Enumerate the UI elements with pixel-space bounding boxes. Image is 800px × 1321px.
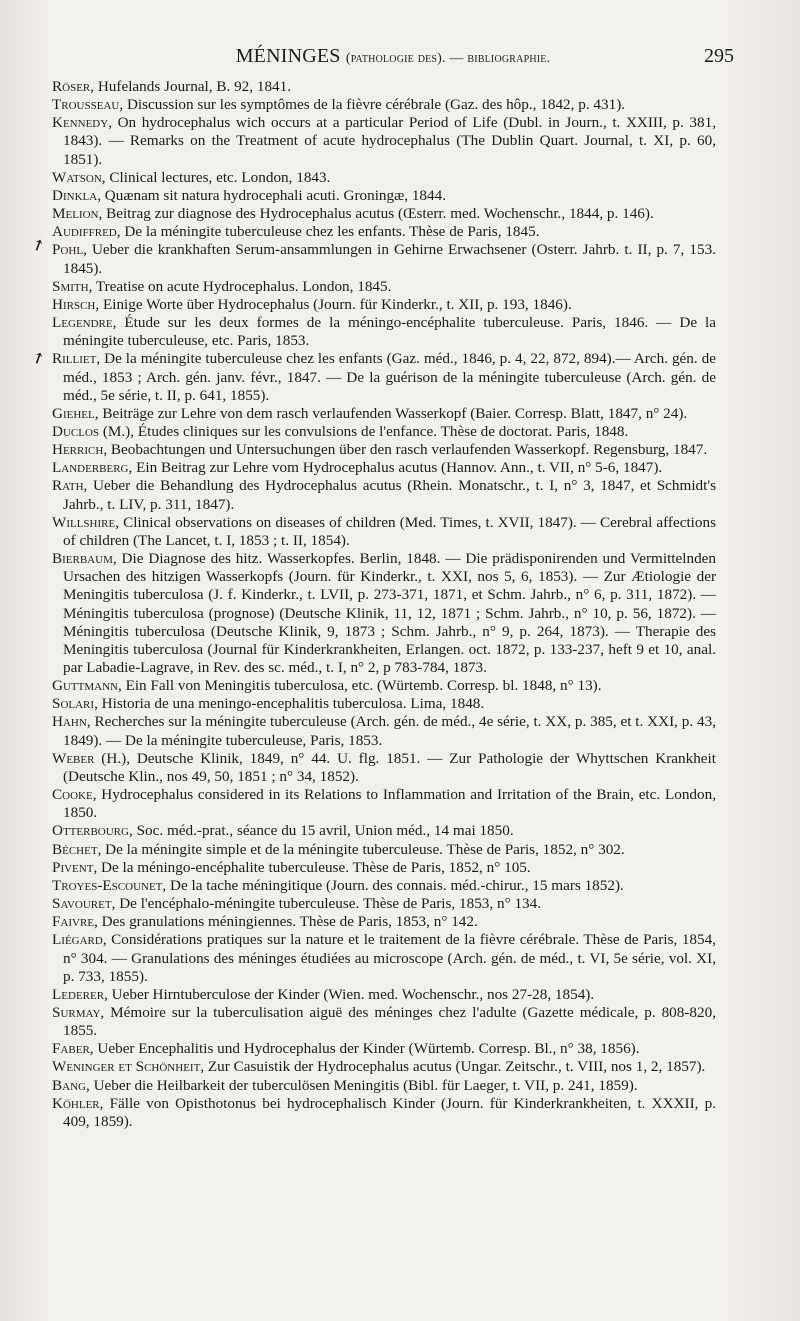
bibliography-entry bbox=[52, 841, 716, 859]
bibliography-entry bbox=[52, 695, 716, 713]
entry-text: , Discussion sur les symptômes de la fièvre cérébrale (Gaz. des hôp., 1842, p. 431). bbox=[119, 96, 626, 114]
page-number: 295 bbox=[704, 45, 734, 67]
entry-author: Röser bbox=[52, 78, 91, 95]
entry-text: , Hydrocephalus considered in its Relations to Inflammation and Irritation of the Brain, etc. London, 1850. bbox=[63, 786, 716, 822]
entry-author: Cooke bbox=[52, 786, 93, 804]
bibliography-list bbox=[52, 78, 716, 1131]
entry-author: Lederer bbox=[52, 985, 105, 1003]
entry-author: Melion bbox=[52, 205, 99, 223]
bibliography-entry bbox=[52, 895, 716, 913]
bibliography-entry bbox=[52, 514, 716, 550]
entry-author: Kennedy bbox=[52, 114, 109, 132]
entry-author: Savouret bbox=[52, 895, 112, 913]
bibliography-entry bbox=[52, 205, 716, 223]
bibliography-entry bbox=[52, 1077, 716, 1095]
bibliography-entry bbox=[52, 187, 716, 205]
entry-author: Rath bbox=[52, 477, 84, 495]
entry-author: Bang bbox=[52, 1076, 86, 1094]
bibliography-entry bbox=[52, 1040, 716, 1058]
entry-author: Trousseau bbox=[52, 96, 120, 114]
entry-text: , Étude sur les deux formes de la méningo-encéphalite tuberculeuse. Paris, 1846. — De la méningite tuberculeuse, etc. Paris, 1853. bbox=[63, 314, 716, 350]
entry-author: Hahn bbox=[52, 713, 87, 731]
entry-author: Köhler bbox=[52, 1094, 100, 1112]
entry-text: , De la méningite tuberculeuse chez les enfants (Gaz. méd., 1846, p. 4, 22, 872, 894).— Arch. gén. de méd., 1853 ; Arch. gén. janv. févr., 1847. — De la guérison de la méningite tuberculeuse (Arch. gén. de méd., 5e série, t. II, p. 641, 1855). bbox=[63, 350, 716, 404]
entry-text: , Beobachtungen und Untersuchungen über den rasch verlaufenden Wasserkopf. Regensburg, 1847. bbox=[103, 441, 708, 459]
entry-author: Guttmann bbox=[52, 677, 118, 695]
entry-author: Faivre bbox=[52, 913, 95, 931]
header-title-sub: (pathologie des). — bibliographie. bbox=[345, 51, 551, 66]
entry-author: Landerberg bbox=[52, 459, 129, 477]
bibliography-entry bbox=[52, 822, 716, 840]
entry-text: , Einige Worte über Hydrocephalus (Journ. für Kinderkr., t. XII, p. 193, 1846). bbox=[95, 295, 572, 313]
entry-text: (H.), Deutsche Klinik, 1849, n° 44. U. flg. 1851. — Zur Pathologie der Whyttschen Krankheit (Deutsche Klin., nos 49, 50, 1851 ; n° 34, 1852). bbox=[63, 749, 716, 785]
entry-author: Béchet bbox=[52, 840, 98, 858]
bibliography-entry bbox=[52, 223, 716, 241]
bibliography-entry bbox=[52, 423, 716, 441]
entry-text: , Treatise on acute Hydrocephalus. London, 1845. bbox=[88, 277, 392, 295]
entry-author: Surmay bbox=[52, 1003, 101, 1021]
entry-author: Bierbaum bbox=[52, 550, 113, 568]
bibliography-entry bbox=[52, 677, 716, 695]
bibliography-entry bbox=[52, 859, 716, 877]
entry-author: Pivent bbox=[52, 858, 94, 876]
entry-text: , Hufelands Journal, B. 92, 1841. bbox=[90, 78, 292, 95]
entry-text: , Mémoire sur la tuberculisation aiguë des méninges chez l'adulte (Gazette médicale, p. 808-820, 1855. bbox=[63, 1003, 716, 1040]
header-title-main: MÉNINGES bbox=[235, 45, 341, 67]
entry-text: , On hydrocephalus wich occurs at a particular Period of Life (Dubl. in Journ., t. XXIII, p. 381, 1843). — Remarks on the Treatment of acute hydrocephalus (The Dublin Quart. Journal, t. XI, p. 60, 1851). bbox=[63, 114, 716, 168]
entry-author: Weber bbox=[52, 749, 95, 767]
entry-text: , Zur Casuistik der Hydrocephalus acutus (Ungar. Zeitschr., t. VIII, nos 1, 2, 1857). bbox=[200, 1058, 706, 1076]
entry-author: Audiffred bbox=[52, 223, 117, 241]
bibliography-entry bbox=[52, 278, 716, 296]
bibliography-entry bbox=[52, 241, 716, 277]
entry-text: , De la méningite simple et de la méningite tuberculeuse. Thèse de Paris, 1852, n° 302. bbox=[97, 840, 625, 858]
entry-author: Willshire bbox=[52, 513, 116, 531]
bibliography-entry bbox=[52, 750, 716, 786]
entry-text: , Historia de una meningo-encephalitis tuberculosa. Lima, 1848. bbox=[94, 695, 485, 713]
entry-text: , De l'encéphalo-méningite tuberculeuse. Thèse de Paris, 1853, n° 134. bbox=[111, 895, 542, 913]
bibliography-entry bbox=[52, 1058, 716, 1076]
entry-author: Legendre bbox=[52, 314, 113, 332]
bibliography-entry bbox=[52, 1004, 716, 1040]
entry-text: , Ueber Encephalitis und Hydrocephalus der Kinder (Würtemb. Corresp. Bl., n° 38, 1856). bbox=[89, 1040, 640, 1058]
bibliography-entry bbox=[52, 786, 716, 822]
bibliography-entry bbox=[52, 441, 716, 459]
entry-text: , Ueber die krankhaften Serum-ansammlungen in Gehirne Erwachsener (Osterr. Jahrb. t. II, p. 7, 153. 1845). bbox=[63, 241, 716, 277]
entry-text: , Considérations pratiques sur la nature et le traitement de la fièvre cérébrale. Thèse de Paris, 1854, n° 304. — Granulations des méninges étudiées au microscope (Arch. gén. de méd., t. VI, 5e série, vol. XI, p. 733, 1855). bbox=[63, 931, 716, 985]
bibliography-entry bbox=[52, 314, 716, 350]
entry-text: (M.), Études cliniques sur les convulsions de l'enfance. Thèse de doctorat. Paris, 1848. bbox=[99, 422, 629, 440]
bibliography-entry bbox=[52, 405, 716, 423]
bibliography-entry bbox=[52, 931, 716, 985]
entry-text: , Ein Beitrag zur Lehre vom Hydrocephalus acutus (Hannov. Ann., t. VII, n° 5-6, 1847). bbox=[128, 459, 663, 477]
entry-text: , Beitrag zur diagnose des Hydrocephalus acutus (Œsterr. med. Wochenschr., 1844, p. 146). bbox=[98, 205, 654, 223]
entry-text: , Clinical observations on diseases of children (Med. Times, t. XVII, 1847). — Cerebral affections of children (The Lancet, t. I, 1853 ; t. II, 1854). bbox=[63, 513, 716, 549]
entry-text: , Ueber die Behandlung des Hydrocephalus acutus (Rhein. Monatschr., t. I, n° 3, 1847, et Schmidt's Jahrb., t. LIV, p. 311, 1847). bbox=[63, 477, 716, 513]
bibliography-entry bbox=[52, 913, 716, 931]
entry-author: Smith bbox=[52, 277, 89, 295]
entry-text: , Die Diagnose des hitz. Wasserkopfes. Berlin, 1848. — Die prädisponirenden und Vermittelnden Ursachen des hitzigen Wasserkopfs (Journ. für Kinderkr., t. XXI, nos 5, 6, 1853). — Zur Ætiologie der Meningitis tuberculosa (J. f. Kinderkr., t. LVII, p. 273-371, 1871, et Schm. Jahrb., n° 6, p. 311, 1872). — Méningitis tuberculosa (prognose) (Deutsche Klinik, 11, 12, 1871 ; Schm. Jahrb., n° 10, p. 56, 1872). — Méningitis tuberculosa (Deutsche Klinik, 9, 1873 ; Schm. Jahrb., n° 9, p. 264, 1873). — Therapie des Meningitis tuberculosa (Journal für Kinderkrankheiten, Erlangen. oct. 1872, p. 133-237, heft 9 et 10, anal. par Labadie-Lagrave, in Rev. des sc. méd., t. I, n° 2, p 783-784, 1873. bbox=[63, 550, 716, 676]
entry-author: Weninger et Schönheit bbox=[52, 1058, 201, 1076]
entry-author: Troyes-Escounet bbox=[52, 876, 163, 894]
bibliography-entry bbox=[52, 96, 716, 114]
margin-annotation-mark: ↗ bbox=[28, 234, 48, 256]
entry-text: , Des granulations méningiennes. Thèse de Paris, 1853, n° 142. bbox=[94, 913, 478, 931]
entry-author: Otterbourg bbox=[52, 822, 129, 840]
entry-author: Pohl bbox=[52, 241, 84, 259]
entry-author: Watson bbox=[52, 168, 102, 186]
entry-author: Giehel bbox=[52, 404, 95, 422]
entry-text: , De la méningo-encéphalite tuberculeuse. Thèse de Paris, 1852, n° 105. bbox=[93, 858, 531, 876]
bibliography-entry bbox=[52, 169, 716, 187]
entry-text: , Fälle von Opisthotonus bei hydrocephalisch Kinder (Journ. für Kinderkrankheiten, t. XXXII, p. 409, 1859). bbox=[63, 1094, 716, 1130]
entry-author: Liégard bbox=[52, 931, 103, 949]
bibliography-entry bbox=[52, 296, 716, 314]
bibliography-entry bbox=[52, 1095, 716, 1131]
entry-text: , Soc. méd.-prat., séance du 15 avril, Union méd., 14 mai 1850. bbox=[128, 822, 514, 840]
bibliography-entry bbox=[52, 459, 716, 477]
entry-author: Solari bbox=[52, 695, 95, 713]
entry-text: , Beiträge zur Lehre von dem rasch verlaufenden Wasserkopf (Baier. Corresp. Blatt, 1847, n° 24). bbox=[94, 404, 688, 422]
margin-annotation-mark: ↗ bbox=[28, 347, 48, 369]
bibliography-entry bbox=[52, 550, 716, 677]
entry-author: Rilliet bbox=[52, 350, 97, 368]
running-header bbox=[52, 45, 734, 75]
entry-text: , Clinical lectures, etc. London, 1843. bbox=[101, 168, 331, 186]
entry-author: Herrich bbox=[52, 441, 104, 459]
bibliography-entry bbox=[52, 477, 716, 513]
entry-author: Hirsch bbox=[52, 295, 96, 313]
entry-author: Dinkla bbox=[52, 186, 98, 204]
entry-text: , Quænam sit natura hydrocephali acuti. Groningæ, 1844. bbox=[97, 186, 447, 204]
entry-text: , Ein Fall von Meningitis tuberculosa, etc. (Würtemb. Corresp. bl. 1848, n° 13). bbox=[117, 677, 602, 695]
entry-text: , De la méningite tuberculeuse chez les enfants. Thèse de Paris, 1845. bbox=[116, 223, 540, 241]
entry-text: , Ueber Hirntuberculose der Kinder (Wien. med. Wochenschr., nos 27-28, 1854). bbox=[104, 985, 595, 1003]
header-title bbox=[52, 45, 734, 68]
entry-author: Faber bbox=[52, 1040, 90, 1058]
bibliography-entry bbox=[52, 350, 716, 404]
bibliography-entry bbox=[52, 713, 716, 749]
entry-text: , Recherches sur la méningite tuberculeuse (Arch. gén. de méd., 4e série, t. XX, p. 385, et t. XXI, p. 43, 1849). — De la méningite tuberculeuse, Paris, 1853. bbox=[63, 713, 716, 749]
bibliography-entry bbox=[52, 78, 716, 96]
bibliography-entry bbox=[52, 877, 716, 895]
bibliography-entry bbox=[52, 114, 716, 168]
entry-text: , De la tache méningitique (Journ. des connais. méd.-chirur., 15 mars 1852). bbox=[162, 876, 624, 894]
entry-author: Duclos bbox=[52, 422, 100, 440]
bibliography-entry bbox=[52, 986, 716, 1004]
entry-text: , Ueber die Heilbarkeit der tuberculösen Meningitis (Bibl. für Laeger, t. VII, p. 241, 1859). bbox=[85, 1076, 638, 1094]
